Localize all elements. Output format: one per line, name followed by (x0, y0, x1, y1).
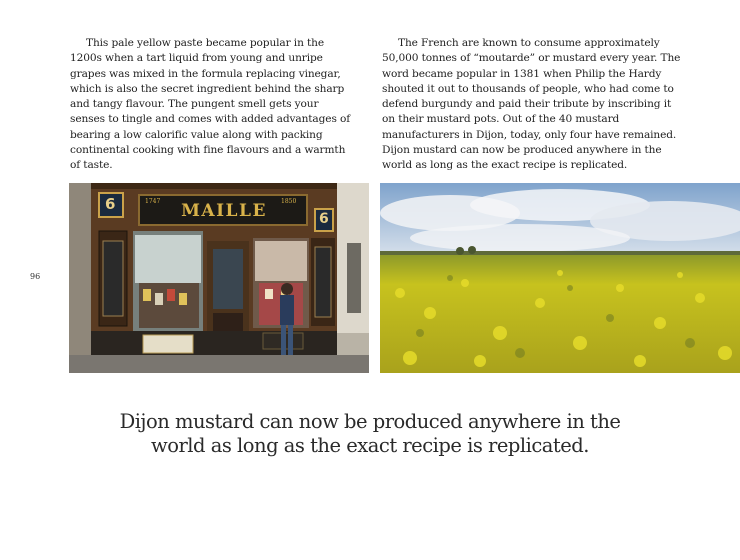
maille-shop-photo (69, 183, 369, 373)
mustard-field-photo (380, 183, 740, 373)
sign-year-right: 1850 (281, 198, 297, 205)
maille-sign-text: MAILLE (181, 201, 267, 221)
text-column-left (70, 36, 354, 174)
paragraph-right: The French are known to consume approximately 50,000 tonnes of “moutarde” or mustard every year. The word became popular in 1381 when Philip the Hardy shouted it out to thousands of people, who had come to defend burgundy and paid their tribute by inscribing it on their mustard pots. Out of the 40 mustard manufacturers in Dijon, today, only four have remained. Dijon mustard can now be produced anywhere in the world as long as the exact recipe is replicated. (382, 37, 681, 172)
paragraph-left: This pale yellow paste became popular in the 1200s when a tart liquid from young and unripe grapes was mixed in the formula replacing vinegar, which is also the secret ingredient behind the sharp and tangy flavour. The pungent smell gets your senses to tingle and comes with added advantages of bearing a low calorific value along with packing continental cooking with fine flavours and a warmth of taste. (70, 37, 351, 172)
text-column-right (382, 36, 682, 174)
pull-quote-line-1: Dijon mustard can now be produced anywhere in the (119, 410, 621, 433)
house-number-right: 6 (319, 211, 329, 227)
page-number: 96 (30, 272, 41, 281)
pull-quote-line-2: world as long as the exact recipe is replicated. (151, 434, 589, 457)
pull-quote (70, 410, 670, 458)
sign-year-left: 1747 (145, 198, 161, 205)
house-number-left: 6 (105, 195, 116, 213)
